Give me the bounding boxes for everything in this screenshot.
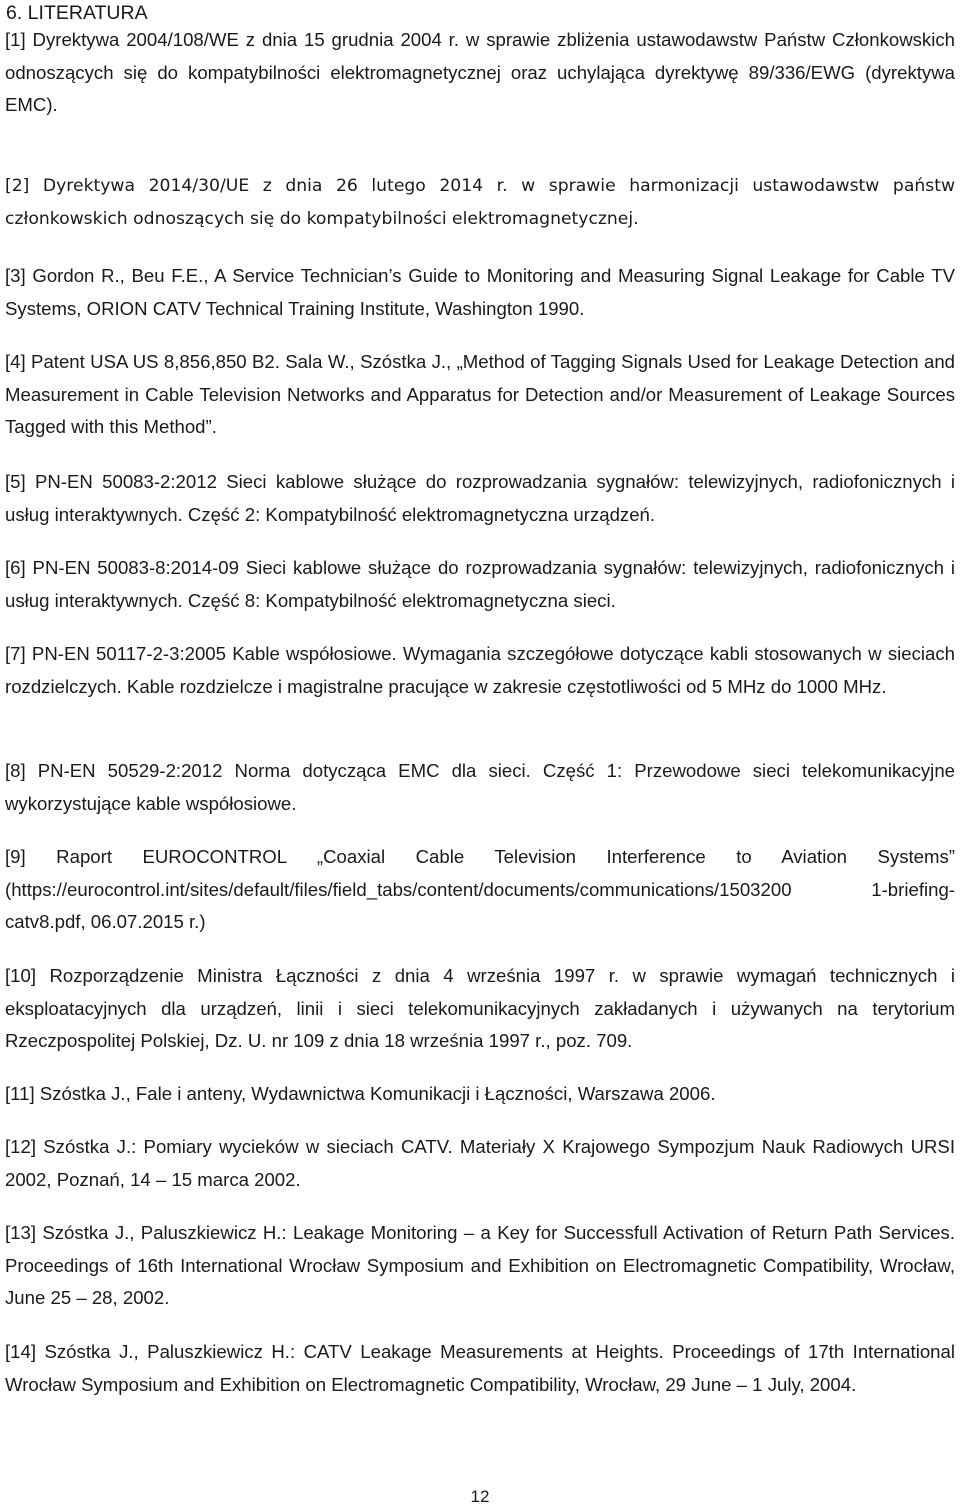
reference-item-5: [5] PN-EN 50083-2:2012 Sieci kablowe służące do rozprowadzania sygnałów: telewizyjnych, radiofonicznych i usług interaktywnych. Część 2: Kompatybilność elektromagnetyczna urządzeń. bbox=[5, 471, 955, 525]
reference-item-8: [8] PN-EN 50529-2:2012 Norma dotycząca EMC dla sieci. Część 1: Przewodowe sieci telekomunikacyjne wykorzystujące kable współosiowe. bbox=[5, 760, 955, 814]
reference-item-14: [14] Szóstka J., Paluszkiewicz H.: CATV Leakage Measurements at Heights. Proceedings of 17th International Wrocław Symposium and Exhibition on Electromagnetic Compatibility, Wrocław, 29 June – 1 July, 2004. bbox=[5, 1341, 955, 1395]
reference-item-2: [2] Dyrektywa 2014/30/UE z dnia 26 lutego 2014 r. w sprawie harmonizacji ustawodawstw państw członkowskich odnoszących się do kompatybilności elektromagnetycznej. bbox=[5, 176, 955, 229]
reference-item-12: [12] Szóstka J.: Pomiary wycieków w sieciach CATV. Materiały X Krajowego Sympozjum Nauk Radiowych URSI 2002, Poznań, 14 – 15 marca 2002. bbox=[5, 1136, 955, 1190]
reference-item-11: [11] Szóstka J., Fale i anteny, Wydawnictwa Komunikacji i Łączności, Warszawa 2006. bbox=[5, 1083, 716, 1104]
reference-item-7: [7] PN-EN 50117-2-3:2005 Kable współosiowe. Wymagania szczegółowe dotyczące kabli stosowanych w sieciach rozdzielczych. Kable rozdzielcze i magistralne pracujące w zakresie częstotliwości od 5 MHz do 1000 MHz. bbox=[5, 643, 955, 697]
reference-item-3: [3] Gordon R., Beu F.E., A Service Technician’s Guide to Monitoring and Measuring Signal Leakage for Cable TV Systems, ORION CATV Technical Training Institute, Washington 1990. bbox=[5, 265, 955, 319]
reference-item-13: [13] Szóstka J., Paluszkiewicz H.: Leakage Monitoring – a Key for Successfull Activation of Return Path Services. Proceedings of 16th International Wrocław Symposium and Exhibition on Electromagnetic Compatibility, Wrocław, June 25 – 28, 2002. bbox=[5, 1222, 955, 1308]
reference-item-9: [9] Raport EUROCONTROL „Coaxial Cable Television Interference to Aviation Systems” (https://eurocontrol.int/sites/default/files/field_tabs/content/documents/communications/1503200 1-briefing-catv8.pdf, 06.07.2015 r.) bbox=[5, 846, 955, 932]
page-number: 12 bbox=[470, 1487, 490, 1506]
reference-item-6: [6] PN-EN 50083-8:2014-09 Sieci kablowe służące do rozprowadzania sygnałów: telewizyjnych, radiofonicznych i usług interaktywnych. Część 8: Kompatybilność elektromagnetyczna sieci. bbox=[5, 557, 955, 611]
section-heading: 6. LITERATURA bbox=[6, 2, 148, 24]
reference-item-4: [4] Patent USA US 8,856,850 B2. Sala W., Szóstka J., „Method of Tagging Signals Used for Leakage Detection and Measurement in Cable Television Networks and Apparatus for Detection and/or Measurement of Leakage Sources Tagged with this Method”. bbox=[5, 351, 955, 437]
reference-item-1: [1] Dyrektywa 2004/108/WE z dnia 15 grudnia 2004 r. w sprawie zbliżenia ustawodawstw Państw Członkowskich odnoszących się do kompatybilności elektromagnetycznej oraz uchylająca dyrektywę 89/336/EWG (dyrektywa EMC). bbox=[5, 29, 955, 115]
reference-item-10: [10] Rozporządzenie Ministra Łączności z dnia 4 września 1997 r. w sprawie wymagań technicznych i eksploatacyjnych dla urządzeń, linii i sieci telekomunikacyjnych zakładanych i używanych na terytorium Rzeczpospolitej Polskiej, Dz. U. nr 109 z dnia 18 września 1997 r., poz. 709. bbox=[5, 965, 955, 1051]
